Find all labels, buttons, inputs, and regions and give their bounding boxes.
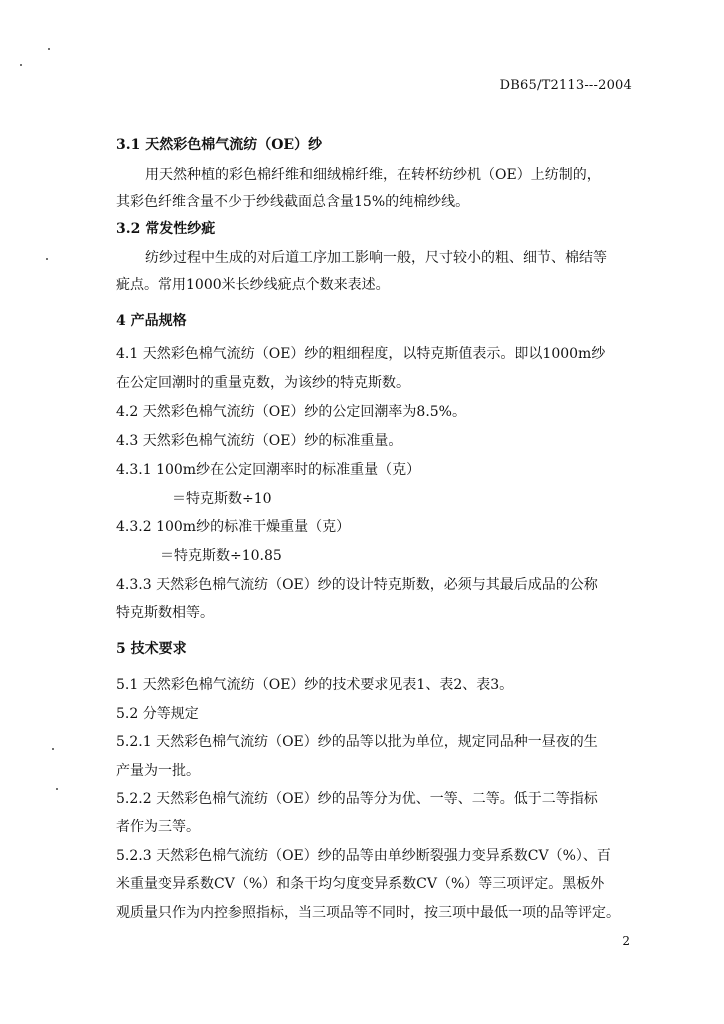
paragraph-line: 其彩色纤维含量不少于纱线截面总含量15%的纯棉纱线。 [116,194,470,210]
formula-line: ＝特克斯数÷10 [172,491,272,507]
paragraph-line: 5.2.3 天然彩色棉气流纺（OE）纱的品等由单纱断裂强力变异系数CV（%）、百 [116,848,611,864]
paragraph-line: 4.3 天然彩色棉气流纺（OE）纱的标准重量。 [116,433,403,449]
scan-speck [56,788,58,790]
paragraph-line: 4.1 天然彩色棉气流纺（OE）纱的粗细程度，以特克斯值表示。即以1000m纱 [116,346,606,362]
scan-speck [48,48,50,50]
paragraph-line: 5.2.2 天然彩色棉气流纺（OE）纱的品等分为优、一等、二等。低于二等指标 [116,791,598,807]
paragraph-line: 4.3.2 100m纱的标准干燥重量（克） [116,519,351,535]
paragraph-line: 观质量只作为内控参照指标，当三项品等不同时，按三项中最低一项的品等评定。 [116,905,620,921]
paragraph-line: 在公定回潮时的重量克数，为该纱的特克斯数。 [116,375,410,391]
paragraph-line: 纺纱过程中生成的对后道工序加工影响一般，尺寸较小的粗、细节、棉结等 [145,250,607,266]
paragraph-line: 5.2.1 天然彩色棉气流纺（OE）纱的品等以批为单位，规定同品种一昼夜的生 [116,734,598,750]
paragraph-line: 4.2 天然彩色棉气流纺（OE）纱的公定回潮率为8.5%。 [116,404,466,420]
section-heading-3-1: 3.1 天然彩色棉气流纺（OE）纱 [116,137,323,153]
scan-speck [52,748,54,750]
paragraph-line: 5.1 天然彩色棉气流纺（OE）纱的技术要求见表1、表2、表3。 [116,677,514,693]
paragraph-line: 特克斯数相等。 [116,605,214,621]
section-heading-5: 5 技术要求 [116,641,187,657]
section-heading-4: 4 产品规格 [116,313,187,329]
paragraph-line: 产量为一批。 [116,763,200,779]
paragraph-line: 疵点。常用1000米长纱线疵点个数来表述。 [116,277,390,293]
paragraph-line: 者作为三等。 [116,819,200,835]
paragraph-line: 4.3.1 100m纱在公定回潮率时的标准重量（克） [116,462,421,478]
document-code: DB65/T2113---2004 [499,78,632,93]
paragraph-line: 米重量变异系数CV（%）和条干均匀度变异系数CV（%）等三项评定。黑板外 [116,876,605,892]
scan-speck [20,64,22,66]
paragraph-line: 用天然种植的彩色棉纤维和细绒棉纤维，在转杯纺纱机（OE）上纺制的， [145,167,601,183]
formula-line: ＝特克斯数÷10.85 [160,548,282,564]
paragraph-line: 5.2 分等规定 [116,706,199,722]
scan-speck [46,258,48,260]
section-heading-3-2: 3.2 常发性纱疵 [116,221,216,237]
page-number: 2 [622,934,630,948]
paragraph-line: 4.3.3 天然彩色棉气流纺（OE）纱的设计特克斯数，必须与其最后成品的公称 [116,577,598,593]
